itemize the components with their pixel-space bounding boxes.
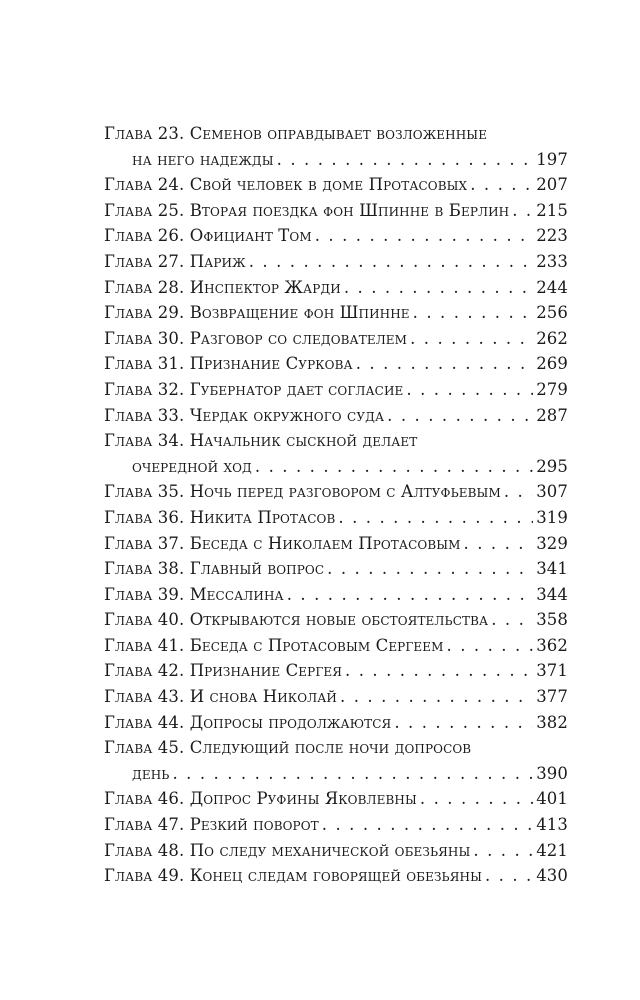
page-number: 413 (536, 815, 568, 835)
chapter-title: Открываются новые обстоятельства (189, 610, 489, 630)
chapter-title: Допрос Руфины Яковлевны (189, 789, 417, 809)
toc-entry-44[interactable] (104, 710, 568, 736)
toc-entry-47[interactable] (104, 812, 568, 838)
page-number: 287 (536, 405, 568, 425)
page-number: 377 (536, 687, 568, 707)
chapter-title: Никита Протасов (189, 507, 336, 527)
chapter-title: Вторая поездка фон Шпинне в Берлин (189, 200, 510, 220)
toc-entry-40[interactable] (104, 607, 568, 633)
toc-entry-38[interactable] (104, 556, 568, 582)
leader-dots (420, 786, 533, 812)
leader-dots (322, 812, 533, 838)
chapter-label: Глава 24. (104, 175, 185, 195)
leader-dots (470, 172, 533, 198)
chapter-title: Конец следам говорящей обезьяны (189, 866, 482, 886)
leader-dots (172, 761, 533, 787)
chapter-label: Глава 25. (104, 200, 185, 220)
leader-dots (249, 249, 534, 275)
page-number: 244 (536, 277, 568, 297)
chapter-title: Резкий поворот (189, 815, 319, 835)
page-number: 382 (536, 712, 568, 732)
chapter-label: Глава 45. (104, 738, 185, 758)
toc-entry-43[interactable] (104, 684, 568, 710)
chapter-label: Глава 46. (104, 789, 185, 809)
leader-dots (464, 531, 534, 557)
toc-entry-23[interactable] (104, 121, 568, 172)
chapter-title: Инспектор Жарди (189, 277, 341, 297)
chapter-label: Глава 44. (104, 712, 185, 732)
chapter-label: Глава 34. (104, 431, 185, 451)
page-number: 319 (536, 507, 568, 527)
leader-dots (485, 863, 533, 889)
leader-dots (406, 377, 533, 403)
page-number: 197 (536, 149, 568, 169)
chapter-title: Возвращение фон Шпинне (189, 303, 410, 323)
chapter-title: И снова Николай (189, 687, 338, 707)
leader-dots (491, 607, 533, 633)
chapter-title-continued: очередной ход (132, 456, 252, 476)
toc-entry-32[interactable] (104, 377, 568, 403)
chapter-label: Глава 47. (104, 815, 185, 835)
chapter-label: Глава 37. (104, 533, 185, 553)
chapter-label: Глава 29. (104, 303, 185, 323)
chapter-title: Разговор со следователем (189, 328, 408, 348)
page-number: 344 (536, 584, 568, 604)
chapter-title-continued: на него надежды (132, 149, 274, 169)
chapter-label: Глава 49. (104, 866, 185, 886)
page-number: 295 (536, 456, 568, 476)
page-number: 371 (536, 661, 568, 681)
chapter-title: Начальник сыскной делает (189, 431, 418, 451)
page-number: 223 (536, 226, 568, 246)
chapter-title: Признание Суркова (189, 354, 353, 374)
page-number: 421 (536, 840, 568, 860)
chapter-title: Следующий после ночи допросов (189, 738, 472, 758)
chapter-label: Глава 32. (104, 379, 185, 399)
chapter-title: Официант Том (189, 226, 312, 246)
toc-entry-49[interactable] (104, 863, 568, 889)
page-number: 430 (536, 866, 568, 886)
chapter-title: Мессалина (189, 584, 284, 604)
page-number: 233 (536, 251, 568, 271)
chapter-label: Глава 36. (104, 507, 185, 527)
chapter-title: Признание Сергея (189, 661, 343, 681)
chapter-title: Ночь перед разговором с Алтуфьевым (189, 482, 501, 502)
leader-dots (315, 223, 534, 249)
toc-entry-33[interactable] (104, 403, 568, 429)
chapter-title: Беседа с Николаем Протасовым (189, 533, 461, 553)
chapter-label: Глава 48. (104, 840, 185, 860)
chapter-title: По следу механической обезьяны (189, 840, 471, 860)
page-number: 256 (536, 303, 568, 323)
chapter-label: Глава 41. (104, 635, 185, 655)
page-number: 262 (536, 328, 568, 348)
leader-dots (340, 684, 533, 710)
chapter-title: Париж (189, 251, 246, 271)
chapter-label: Глава 26. (104, 226, 185, 246)
page-number: 390 (536, 763, 568, 783)
chapter-title: Свой человек в доме Протасовых (189, 175, 468, 195)
page-number: 207 (536, 175, 568, 195)
leader-dots (345, 658, 533, 684)
chapter-label: Глава 27. (104, 251, 185, 271)
toc-entry-34[interactable] (104, 428, 568, 479)
chapter-title: Губернатор дает согласие (189, 379, 404, 399)
leader-dots (327, 556, 533, 582)
chapter-title: Чердак окружного суда (189, 405, 385, 425)
chapter-label: Глава 28. (104, 277, 185, 297)
leader-dots (344, 275, 533, 301)
leader-dots (410, 326, 533, 352)
leader-dots (387, 403, 533, 429)
page-number: 362 (536, 635, 568, 655)
chapter-label: Глава 23. (104, 124, 185, 143)
toc-entry-39[interactable] (104, 582, 568, 608)
page-number: 269 (536, 354, 568, 374)
leader-dots (473, 838, 533, 864)
leader-dots (356, 351, 534, 377)
page-number: 329 (536, 533, 568, 553)
toc-entry-30[interactable] (104, 326, 568, 352)
table-of-contents (104, 121, 568, 889)
toc-entry-41[interactable] (104, 633, 568, 659)
leader-dots (394, 710, 533, 736)
chapter-title: Беседа с Протасовым Сергеем (189, 635, 444, 655)
chapter-label: Глава 35. (104, 482, 185, 502)
chapter-label: Глава 42. (104, 661, 185, 681)
toc-entry-46[interactable] (104, 786, 568, 812)
leader-dots (338, 505, 533, 531)
page-number: 401 (536, 789, 568, 809)
toc-entry-42[interactable] (104, 658, 568, 684)
toc-entry-24[interactable] (104, 172, 568, 198)
chapter-label: Глава 43. (104, 687, 185, 707)
page-number: 307 (536, 482, 568, 502)
toc-entry-48[interactable] (104, 838, 568, 864)
chapter-label: Глава 38. (104, 559, 185, 579)
leader-dots (512, 198, 533, 224)
page-number: 341 (536, 559, 568, 579)
chapter-title-continued: день (132, 763, 170, 783)
toc-entry-31[interactable] (104, 351, 568, 377)
chapter-title: Допросы продолжаются (189, 712, 392, 732)
chapter-label: Глава 33. (104, 405, 185, 425)
toc-entry-45[interactable] (104, 735, 568, 786)
leader-dots (287, 582, 533, 608)
leader-dots (255, 454, 533, 480)
leader-dots (277, 147, 534, 173)
chapter-title: Семенов оправдывает возложенные (189, 124, 488, 143)
toc-entry-35[interactable] (104, 479, 568, 505)
toc-entry-36[interactable] (104, 505, 568, 531)
toc-entry-29[interactable] (104, 300, 568, 326)
page-number: 358 (536, 610, 568, 630)
chapter-title: Главный вопрос (189, 559, 325, 579)
toc-entry-25[interactable] (104, 198, 568, 224)
leader-dots (413, 300, 534, 326)
toc-entry-26[interactable] (104, 223, 568, 249)
chapter-label: Глава 40. (104, 610, 185, 630)
leader-dots (504, 479, 533, 505)
toc-entry-27[interactable] (104, 249, 568, 275)
chapter-label: Глава 30. (104, 328, 185, 348)
chapter-label: Глава 31. (104, 354, 185, 374)
chapter-label: Глава 39. (104, 584, 185, 604)
page-number: 279 (536, 379, 568, 399)
toc-entry-28[interactable] (104, 275, 568, 301)
toc-entry-37[interactable] (104, 531, 568, 557)
page-number: 215 (536, 200, 568, 220)
leader-dots (447, 633, 534, 659)
